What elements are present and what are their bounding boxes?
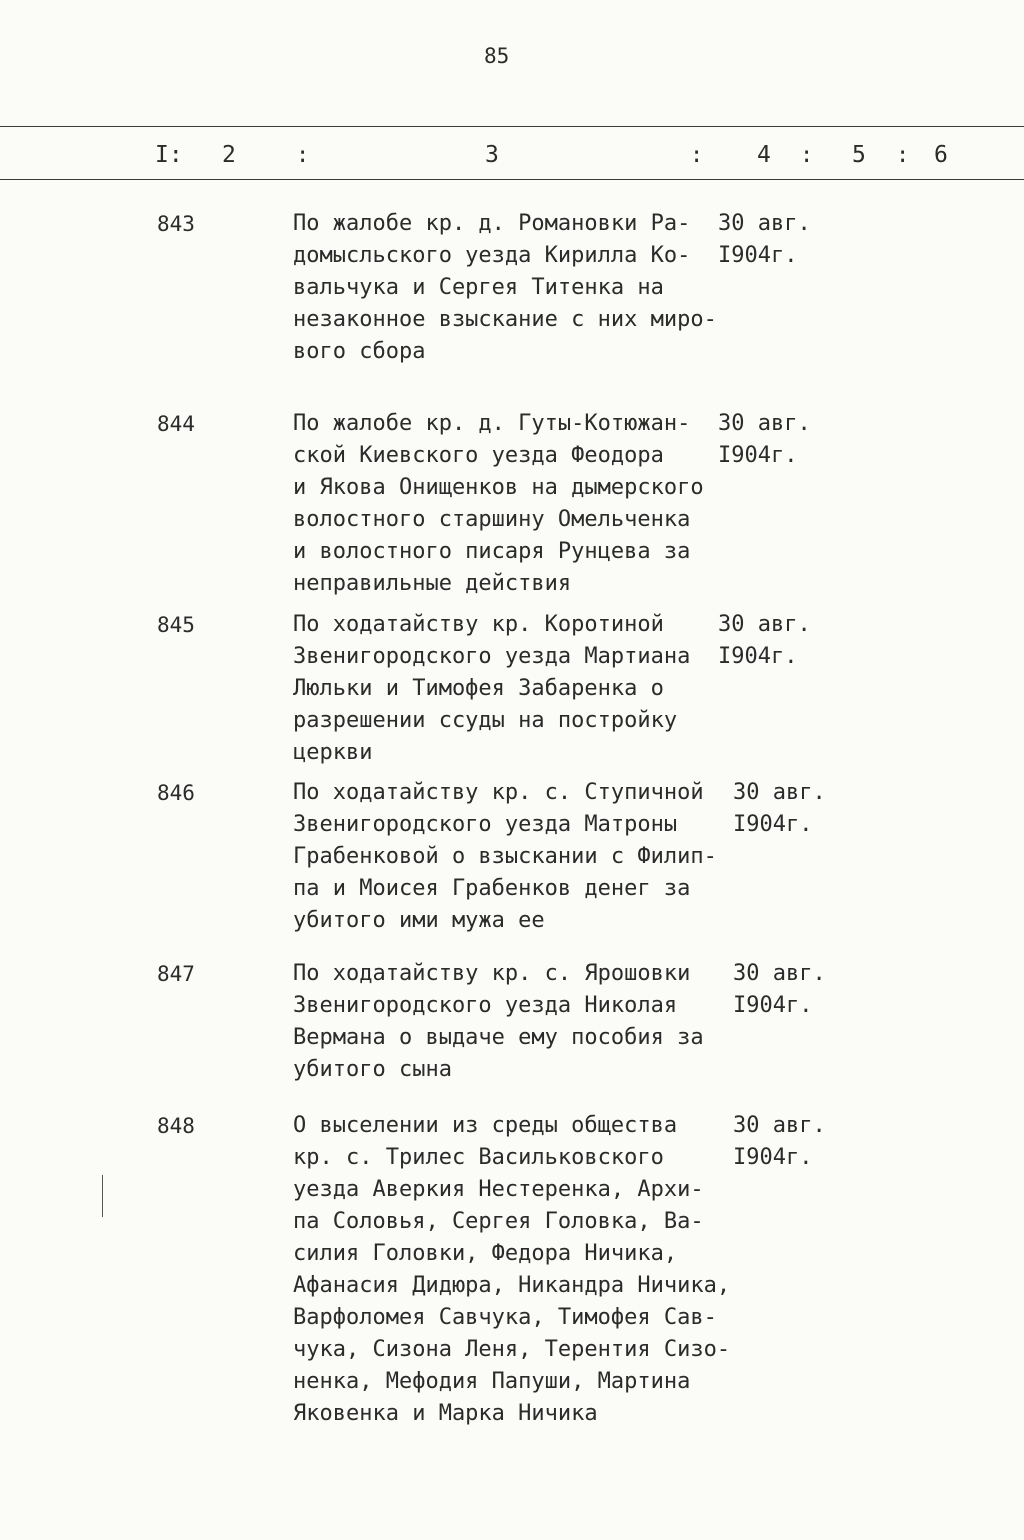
- entry-description: По ходатайству кр. Коротиной Звенигородского уезда Мартиана Люльки и Тимофея Забаренка о разрешении ссуды на постройку церкви: [293, 612, 691, 765]
- entry-number: 845: [157, 613, 195, 637]
- entry-date: 30 авг. I904г.: [718, 612, 811, 669]
- column-separator: :: [296, 143, 310, 168]
- column-header-1: I:: [155, 142, 183, 168]
- entry-date: 30 авг. I904г.: [718, 211, 811, 268]
- margin-pencil-mark: [102, 1175, 103, 1217]
- entry-description: По жалобе кр. д. Романовки Ра- домысльского уезда Кирилла Ко- вальчука и Сергея Титенка на незаконное взыскание с них миро- вого сбора: [293, 211, 717, 364]
- column-separator: :: [896, 143, 910, 168]
- header-top-rule: [0, 126, 1024, 127]
- page-number: 85: [484, 44, 510, 68]
- entry-number: 846: [157, 781, 195, 805]
- entry-description: По ходатайству кр. с. Ярошовки Звенигородского уезда Николая Вермана о выдаче ему пособия за убитого сына: [293, 961, 704, 1082]
- entry-date: 30 авг. I904г.: [733, 1113, 826, 1170]
- column-header-4: 4: [757, 142, 771, 168]
- entry-date: 30 авг. I904г.: [718, 411, 811, 468]
- entry-date: 30 авг. I904г.: [733, 780, 826, 837]
- entry-number: 848: [157, 1114, 195, 1138]
- entry-date: 30 авг. I904г.: [733, 961, 826, 1018]
- column-separator: :: [690, 143, 704, 168]
- column-header-3: 3: [485, 142, 499, 168]
- entry-description: О выселении из среды общества кр. с. Трилес Васильковского уезда Аверкия Нестеренка, Архи- па Соловья, Сергея Головка, Ва- силия Головки, Федора Ничика, Афанасия Дидюра, Никандра Ничика, Варфоломея Савчука, Тимофея Сав- чука, Сизона Леня, Терентия Сизо- ненка, Мефодия Папуши, Мартина Яковенка и Марка Ничика: [293, 1113, 731, 1426]
- column-header-5: 5: [852, 142, 866, 168]
- entry-description: По жалобе кр. д. Гуты-Котюжан- ской Киевского уезда Феодора и Якова Онищенков на дымерского волостного старшину Омельченка и волостного писаря Рунцева за неправильные действия: [293, 411, 704, 596]
- column-separator: :: [800, 143, 814, 168]
- entry-description: По ходатайству кр. с. Ступичной Звенигородского уезда Матроны Грабенковой о взыскании с Филип- па и Моисея Грабенков денег за убитого ими мужа ее: [293, 780, 717, 933]
- column-header-6: 6: [934, 142, 948, 168]
- entry-number: 847: [157, 962, 195, 986]
- entry-number: 844: [157, 412, 195, 436]
- entry-number: 843: [157, 212, 195, 236]
- column-header-2: 2: [222, 142, 236, 168]
- header-bottom-rule: [0, 179, 1024, 180]
